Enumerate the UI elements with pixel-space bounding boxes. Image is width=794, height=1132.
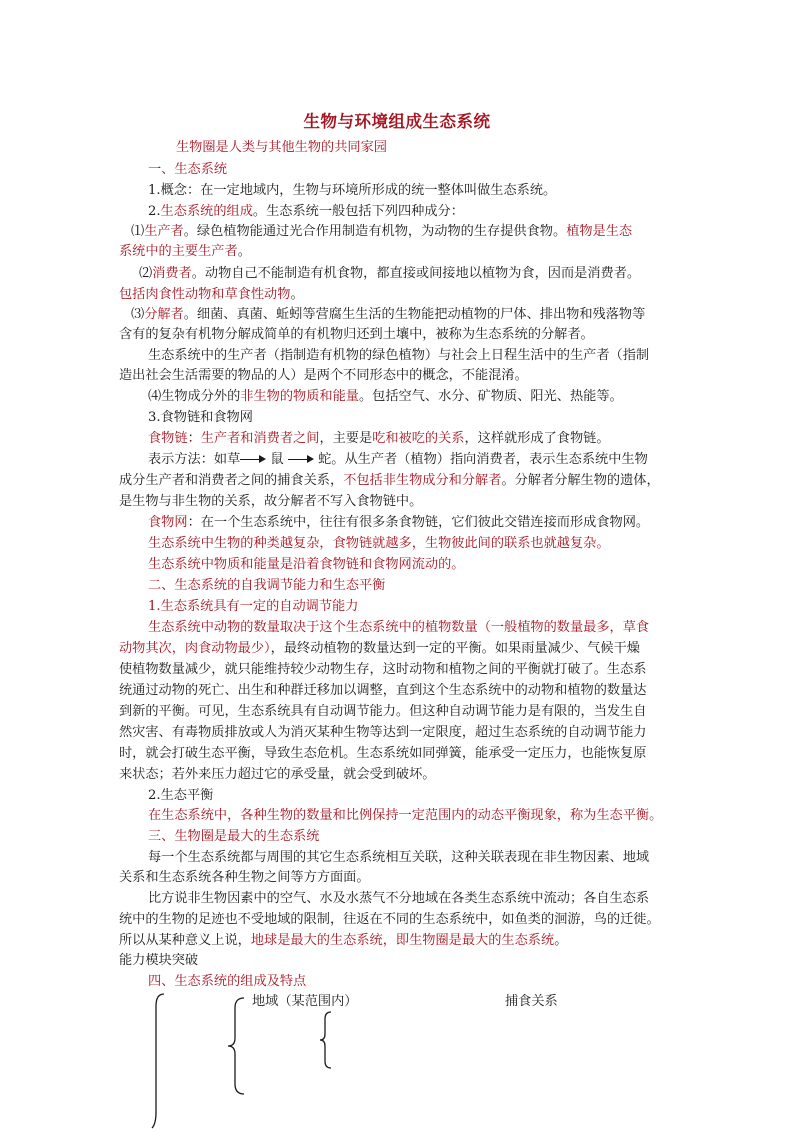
- producer-term: 生产者: [144, 224, 184, 239]
- biosphere-line-5: [119, 931, 567, 951]
- consumer-line-2: [119, 285, 304, 305]
- producer-line: [131, 222, 632, 242]
- composition-num: 2.: [148, 204, 161, 219]
- decomposer-line-2: 含有的复杂有机物分解成简单的有机物归还到土壤中，被称为生态系统的分解者。: [119, 327, 594, 342]
- brace-label-region: 地域（某范围内）: [252, 994, 358, 1009]
- biosphere-highlight: 地球是最大的生态系统，即生物圈是最大的生态系统: [250, 933, 555, 948]
- outer-brace-icon: [150, 992, 170, 1132]
- consumer-text: 。动物自己不能制造有机食物，都直接或间接地以植物为食，因而是消费者。: [191, 266, 641, 281]
- balance-heading: 2.生态平衡: [148, 788, 214, 803]
- notation-prefix: 表示方法：如草: [148, 452, 241, 467]
- balance-definition: 在生态系统中，各种生物的数量和比例保持一定范围内的动态平衡现象，称为生态平衡。: [148, 808, 663, 823]
- section-3-heading: 三、生物圈是最大的生态系统: [148, 829, 320, 844]
- biosphere-line-1: 每一个生态系统都与周围的其它生态系统相互关联，这种关联表现在非生物因素、地域: [148, 850, 650, 865]
- notation-mouse: 鼠: [270, 452, 284, 467]
- biosphere-end: 。: [554, 933, 568, 948]
- regulation-highlight-3: （一般植物的数量最多，草食: [477, 620, 650, 635]
- document-title: 生物与环境组成生态系统: [303, 112, 491, 131]
- notation-line: [148, 450, 648, 470]
- biosphere-line-3: 比方说非生物因素中的空气、水及水蒸气不分地域在各类生态系统中流动；各自生态系: [148, 891, 650, 906]
- section-4-heading: 四、生态系统的组成及特点: [148, 974, 307, 989]
- arrow-right-icon: [240, 455, 266, 465]
- decomposer-term: 分解者: [144, 307, 184, 322]
- notation-text-2: 成分生产者和消费者之间的捕食关系，: [119, 473, 344, 488]
- notation-text-3: 。分解者分解生物的遗体，: [501, 473, 660, 488]
- arrow-right-icon: [288, 455, 314, 465]
- section-1-heading: 一、生态系统: [148, 162, 228, 177]
- regulation-line-8: 来状态；若外来压力超过它的承受量，就会受到破坏。: [119, 767, 436, 782]
- brace-label-predation: 捕食关系: [505, 994, 558, 1009]
- producer-highlight-2: 系统中的主要生产者: [119, 244, 238, 259]
- regulation-line-3: 使植物数量减少，就只能维持较少动物生存，这时动物和植物之间的平衡就打破了。生态系: [119, 662, 647, 677]
- self-regulation-heading: 1.生态系统具有一定的自动调节能力: [148, 599, 359, 614]
- regulation-line-5: 到新的平衡。可见，生态系统具有自动调节能力。但这种自动调节能力是有限的，当发生自: [119, 704, 647, 719]
- consumer-end: 。: [290, 287, 304, 302]
- decomposer-text: 。细菌、真菌、蚯蚓等营腐生生活的生物能把动植物的尸体、排出物和残落物等: [183, 307, 646, 322]
- module-heading: 能力模块突破: [119, 953, 199, 968]
- composition-rest: 。生态系统一般包括下列四种成分：: [252, 204, 464, 219]
- regulation-text-2: ，最终动植物的数量达到一定的平衡。如果雨量减少、气候干燥: [270, 641, 640, 656]
- producer-highlight: 植物是生态: [566, 224, 633, 239]
- food-web-def: [148, 513, 649, 533]
- biosphere-line-4: 统中的生物的足迹也不受地域的限制，往返在不同的生态系统中，如鱼类的洄游，鸟的迁徙。: [119, 912, 660, 927]
- consumer-num: ⑵: [139, 266, 153, 281]
- decomposer-num: ⑶: [131, 307, 145, 322]
- nonliving-text: 。包括空气、水分、矿物质、阳光、热能等。: [359, 389, 623, 404]
- producer-line-2: [119, 242, 251, 262]
- food-chain-term: 食物链: [148, 431, 188, 446]
- notation-rest: 蛇。从生产者（植物）指向消费者，表示生态系统中生物: [318, 452, 648, 467]
- producer-text: 。绿色植物能通过光合作用制造有机物，为动物的生存提供食物。: [183, 224, 567, 239]
- consumer-line: [139, 264, 640, 284]
- notation-highlight: 不包括非生物成分和分解者: [343, 473, 502, 488]
- food-web-term: 食物网: [148, 515, 188, 530]
- food-web-complexity: 生态系统中生物的种类越复杂，食物链就越多，生物彼此间的联系也就越复杂。: [148, 536, 610, 551]
- producer-num: ⑴: [131, 224, 145, 239]
- decomposer-line: [131, 305, 645, 325]
- subtitle: 生物圈是人类与其他生物的共同家园: [176, 140, 387, 155]
- food-chain-def: [148, 429, 610, 449]
- biosphere-line-2: 关系和生态系统各种生物之间等方方面面。: [119, 870, 370, 885]
- section-2-heading: 二、生态系统的自我调节能力和生态平衡: [148, 578, 386, 593]
- composition-term: 生态系统的组成: [160, 204, 253, 219]
- nonliving-prefix: ⑷生物成分外的: [148, 389, 241, 404]
- regulation-line-4: 统通过动物的死亡、出生和种群迁移加以调整，直到这个生态系统中的动物和植物的数量达: [119, 683, 647, 698]
- food-chain-highlight-2: 吃和被吃的关系: [372, 431, 465, 446]
- producer-note-line-1: 生态系统中的生产者（指制造有机物的绿色植物）与社会上日程生活中的生产者（指制: [148, 348, 650, 363]
- notation-line-3: 是生物与非生物的关系，故分解者不写入食物链中。: [119, 494, 423, 509]
- consumer-highlight: 包括肉食性动物和草食性动物: [119, 287, 291, 302]
- food-chain-heading: 3.食物链和食物网: [148, 410, 253, 425]
- food-chain-text-2: ，这样就形成了食物链。: [464, 431, 610, 446]
- regulation-highlight-2: 植物数量: [424, 620, 478, 635]
- regulation-line-1: [148, 618, 649, 638]
- food-chain-highlight-1: 生产者和消费者之间: [200, 431, 320, 446]
- concept-paragraph: 1.概念：在一定地域内，生物与环境所形成的统一整体叫做生态系统。: [148, 183, 557, 198]
- energy-flow: 生态系统中物质和能量是沿着食物链和食物网流动的。: [148, 557, 465, 572]
- food-chain-text-1: ，主要是: [319, 431, 373, 446]
- inner-brace-icon: [318, 1010, 334, 1070]
- consumer-term: 消费者: [152, 266, 192, 281]
- regulation-line-7: 时，就会打破生态平衡，导致生态危机。生态系统如同弹簧，能承受一定压力，也能恢复原: [119, 746, 647, 761]
- producer-end: 。: [237, 244, 251, 259]
- regulation-highlight-4: 动物其次，肉食动物最少）: [119, 641, 271, 656]
- nonliving-term: 非生物的物质和能量: [240, 389, 359, 404]
- regulation-line-6: 然灾害、有毒物质排放或人为消灭某种生物等达到一定限度，超过生态系统的自动调节能力: [119, 725, 647, 740]
- nonliving-line: [148, 387, 623, 407]
- regulation-line-2: [119, 639, 640, 659]
- regulation-highlight-1: 生态系统中动物的数量取决于这个生态系统中的: [148, 620, 425, 635]
- biosphere-text: 所以从某种意义上说，: [119, 933, 251, 948]
- middle-brace-icon: [226, 996, 248, 1096]
- food-chain-colon: ：: [187, 431, 201, 446]
- food-web-text: ：在一个生态系统中，往往有很多条食物链，它们彼此交错连接而形成食物网。: [187, 515, 650, 530]
- producer-note-line-2: 造出社会生活需要的物品的人）是两个不同形态中的概念，不能混淆。: [119, 368, 528, 383]
- notation-line-2: [119, 471, 660, 491]
- composition-line: [148, 202, 464, 222]
